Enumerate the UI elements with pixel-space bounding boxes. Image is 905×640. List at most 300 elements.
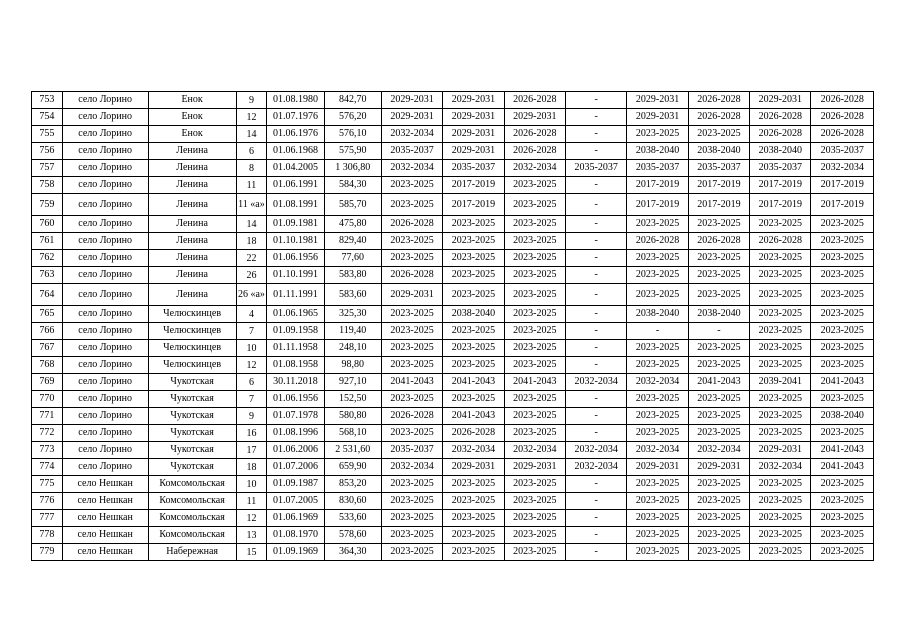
period-cell-4: - — [565, 143, 626, 160]
settlement-cell: село Лорино — [62, 425, 148, 442]
period-cell-6: 2026-2028 — [688, 92, 749, 109]
period-cell-5: 2038-2040 — [627, 306, 688, 323]
commissioning-date-cell: 01.06.1956 — [267, 391, 324, 408]
street-cell: Челюскинцев — [148, 323, 236, 340]
street-cell: Чукотская — [148, 374, 236, 391]
row-number-cell: 755 — [32, 126, 63, 143]
period-cell-4: - — [565, 216, 626, 233]
period-cell-1: 2023-2025 — [381, 425, 442, 442]
period-cell-4: - — [565, 92, 626, 109]
commissioning-date-cell: 01.10.1981 — [267, 233, 324, 250]
period-cell-5: 2023-2025 — [627, 357, 688, 374]
period-cell-8: 2023-2025 — [811, 544, 874, 561]
house-number-cell: 18 — [236, 233, 267, 250]
street-cell: Комсомольская — [148, 493, 236, 510]
settlement-cell: село Лорино — [62, 306, 148, 323]
period-cell-4: - — [565, 250, 626, 267]
period-cell-3: 2023-2025 — [504, 284, 565, 306]
period-cell-5: 2023-2025 — [627, 267, 688, 284]
area-cell: 583,80 — [324, 267, 381, 284]
table-row — [32, 216, 874, 233]
table-row — [32, 143, 874, 160]
period-cell-8: 2032-2034 — [811, 160, 874, 177]
period-cell-1: 2023-2025 — [381, 177, 442, 194]
street-cell: Чукотская — [148, 391, 236, 408]
street-cell: Комсомольская — [148, 527, 236, 544]
area-cell: 568,10 — [324, 425, 381, 442]
period-cell-6: 2023-2025 — [688, 544, 749, 561]
house-number-cell: 8 — [236, 160, 267, 177]
row-number-cell: 756 — [32, 143, 63, 160]
row-number-cell: 770 — [32, 391, 63, 408]
period-cell-2: 2041-2043 — [443, 408, 504, 425]
house-number-cell: 22 — [236, 250, 267, 267]
period-cell-4: - — [565, 527, 626, 544]
period-cell-6: 2023-2025 — [688, 357, 749, 374]
period-cell-6: 2041-2043 — [688, 374, 749, 391]
period-cell-7: 2023-2025 — [750, 544, 811, 561]
period-cell-6: 2023-2025 — [688, 216, 749, 233]
table-body — [32, 92, 874, 561]
period-cell-4: - — [565, 544, 626, 561]
period-cell-2: 2023-2025 — [443, 323, 504, 340]
period-cell-3: 2023-2025 — [504, 177, 565, 194]
period-cell-7: 2023-2025 — [750, 357, 811, 374]
period-cell-2: 2023-2025 — [443, 391, 504, 408]
commissioning-date-cell: 01.09.1987 — [267, 476, 324, 493]
table-row — [32, 340, 874, 357]
period-cell-7: 2023-2025 — [750, 510, 811, 527]
period-cell-6: 2023-2025 — [688, 476, 749, 493]
table-row — [32, 357, 874, 374]
house-number-cell: 9 — [236, 92, 267, 109]
period-cell-2: 2026-2028 — [443, 425, 504, 442]
period-cell-4: - — [565, 177, 626, 194]
house-number-cell: 10 — [236, 340, 267, 357]
commissioning-date-cell: 01.06.1968 — [267, 143, 324, 160]
period-cell-5: 2017-2019 — [627, 194, 688, 216]
period-cell-3: 2026-2028 — [504, 143, 565, 160]
period-cell-5: 2017-2019 — [627, 177, 688, 194]
period-cell-1: 2023-2025 — [381, 306, 442, 323]
period-cell-6: 2023-2025 — [688, 267, 749, 284]
table-row — [32, 284, 874, 306]
table-row — [32, 194, 874, 216]
house-number-cell: 11 «а» — [236, 194, 267, 216]
area-cell: 583,60 — [324, 284, 381, 306]
period-cell-7: 2023-2025 — [750, 391, 811, 408]
period-cell-6: 2035-2037 — [688, 160, 749, 177]
period-cell-2: 2023-2025 — [443, 510, 504, 527]
period-cell-5: 2023-2025 — [627, 216, 688, 233]
table-row — [32, 250, 874, 267]
period-cell-1: 2023-2025 — [381, 194, 442, 216]
street-cell: Ленина — [148, 194, 236, 216]
period-cell-2: 2023-2025 — [443, 493, 504, 510]
period-cell-4: - — [565, 194, 626, 216]
row-number-cell: 754 — [32, 109, 63, 126]
area-cell: 575,90 — [324, 143, 381, 160]
period-cell-3: 2023-2025 — [504, 425, 565, 442]
settlement-cell: село Лорино — [62, 340, 148, 357]
period-cell-7: 2039-2041 — [750, 374, 811, 391]
row-number-cell: 775 — [32, 476, 63, 493]
period-cell-8: 2023-2025 — [811, 510, 874, 527]
period-cell-3: 2023-2025 — [504, 267, 565, 284]
period-cell-4: 2032-2034 — [565, 374, 626, 391]
period-cell-1: 2029-2031 — [381, 109, 442, 126]
period-cell-3: 2023-2025 — [504, 476, 565, 493]
row-number-cell: 774 — [32, 459, 63, 476]
house-number-cell: 11 — [236, 177, 267, 194]
area-cell: 364,30 — [324, 544, 381, 561]
street-cell: Енок — [148, 109, 236, 126]
period-cell-2: 2029-2031 — [443, 143, 504, 160]
row-number-cell: 762 — [32, 250, 63, 267]
period-cell-2: 2029-2031 — [443, 92, 504, 109]
period-cell-7: 2023-2025 — [750, 527, 811, 544]
commissioning-date-cell: 01.07.2005 — [267, 493, 324, 510]
period-cell-6: 2023-2025 — [688, 391, 749, 408]
period-cell-4: - — [565, 267, 626, 284]
period-cell-2: 2023-2025 — [443, 233, 504, 250]
period-cell-3: 2023-2025 — [504, 306, 565, 323]
settlement-cell: село Нешкан — [62, 527, 148, 544]
settlement-cell: село Лорино — [62, 391, 148, 408]
period-cell-8: 2026-2028 — [811, 92, 874, 109]
period-cell-8: 2023-2025 — [811, 527, 874, 544]
street-cell: Комсомольская — [148, 476, 236, 493]
period-cell-8: 2041-2043 — [811, 459, 874, 476]
period-cell-4: - — [565, 323, 626, 340]
house-number-cell: 14 — [236, 216, 267, 233]
area-cell: 98,80 — [324, 357, 381, 374]
commissioning-date-cell: 01.04.2005 — [267, 160, 324, 177]
area-cell: 853,20 — [324, 476, 381, 493]
period-cell-8: 2023-2025 — [811, 250, 874, 267]
house-number-cell: 7 — [236, 323, 267, 340]
period-cell-5: 2029-2031 — [627, 459, 688, 476]
table-row — [32, 425, 874, 442]
street-cell: Ленина — [148, 233, 236, 250]
period-cell-2: 2017-2019 — [443, 177, 504, 194]
period-cell-4: - — [565, 109, 626, 126]
street-cell: Енок — [148, 92, 236, 109]
period-cell-4: 2035-2037 — [565, 160, 626, 177]
row-number-cell: 758 — [32, 177, 63, 194]
commissioning-date-cell: 01.06.1965 — [267, 306, 324, 323]
row-number-cell: 753 — [32, 92, 63, 109]
period-cell-2: 2023-2025 — [443, 527, 504, 544]
commissioning-date-cell: 01.08.1970 — [267, 527, 324, 544]
period-cell-5: 2023-2025 — [627, 126, 688, 143]
period-cell-3: 2023-2025 — [504, 216, 565, 233]
table-row — [32, 391, 874, 408]
area-cell: 533,60 — [324, 510, 381, 527]
period-cell-8: 2026-2028 — [811, 109, 874, 126]
commissioning-date-cell: 01.09.1981 — [267, 216, 324, 233]
period-cell-7: 2023-2025 — [750, 284, 811, 306]
period-cell-4: - — [565, 510, 626, 527]
period-cell-7: 2029-2031 — [750, 442, 811, 459]
row-number-cell: 771 — [32, 408, 63, 425]
period-cell-3: 2029-2031 — [504, 109, 565, 126]
period-cell-3: 2041-2043 — [504, 374, 565, 391]
commissioning-date-cell: 01.06.1956 — [267, 250, 324, 267]
period-cell-7: 2023-2025 — [750, 323, 811, 340]
house-number-cell: 9 — [236, 408, 267, 425]
period-cell-1: 2041-2043 — [381, 374, 442, 391]
period-cell-8: 2023-2025 — [811, 391, 874, 408]
period-cell-8: 2023-2025 — [811, 216, 874, 233]
row-number-cell: 767 — [32, 340, 63, 357]
commissioning-date-cell: 01.10.1991 — [267, 267, 324, 284]
period-cell-3: 2023-2025 — [504, 233, 565, 250]
street-cell: Ленина — [148, 250, 236, 267]
period-cell-5: 2023-2025 — [627, 527, 688, 544]
period-cell-8: 2041-2043 — [811, 442, 874, 459]
period-cell-3: 2026-2028 — [504, 92, 565, 109]
period-cell-4: - — [565, 391, 626, 408]
table-row — [32, 408, 874, 425]
row-number-cell: 779 — [32, 544, 63, 561]
period-cell-6: 2023-2025 — [688, 408, 749, 425]
house-number-cell: 15 — [236, 544, 267, 561]
table-row — [32, 267, 874, 284]
settlement-cell: село Лорино — [62, 160, 148, 177]
street-cell: Чукотская — [148, 459, 236, 476]
period-cell-6: 2023-2025 — [688, 527, 749, 544]
period-cell-3: 2023-2025 — [504, 527, 565, 544]
period-cell-3: 2032-2034 — [504, 160, 565, 177]
house-number-cell: 4 — [236, 306, 267, 323]
street-cell: Чукотская — [148, 408, 236, 425]
settlement-cell: село Лорино — [62, 284, 148, 306]
period-cell-7: 2035-2037 — [750, 160, 811, 177]
area-cell: 119,40 — [324, 323, 381, 340]
period-cell-8: 2035-2037 — [811, 143, 874, 160]
period-cell-4: - — [565, 233, 626, 250]
house-number-cell: 13 — [236, 527, 267, 544]
period-cell-8: 2023-2025 — [811, 425, 874, 442]
period-cell-2: 2032-2034 — [443, 442, 504, 459]
period-cell-7: 2032-2034 — [750, 459, 811, 476]
settlement-cell: село Лорино — [62, 126, 148, 143]
commissioning-date-cell: 30.11.2018 — [267, 374, 324, 391]
row-number-cell: 765 — [32, 306, 63, 323]
period-cell-3: 2023-2025 — [504, 194, 565, 216]
settlement-cell: село Нешкан — [62, 544, 148, 561]
period-cell-1: 2032-2034 — [381, 459, 442, 476]
settlement-cell: село Лорино — [62, 194, 148, 216]
commissioning-date-cell: 01.07.2006 — [267, 459, 324, 476]
row-number-cell: 773 — [32, 442, 63, 459]
house-number-cell: 12 — [236, 357, 267, 374]
table-row — [32, 374, 874, 391]
table-row — [32, 527, 874, 544]
table-row — [32, 323, 874, 340]
period-cell-1: 2026-2028 — [381, 267, 442, 284]
house-number-cell: 12 — [236, 109, 267, 126]
row-number-cell: 763 — [32, 267, 63, 284]
period-cell-1: 2023-2025 — [381, 233, 442, 250]
period-cell-6: 2029-2031 — [688, 459, 749, 476]
area-cell: 2 531,60 — [324, 442, 381, 459]
period-cell-8: 2023-2025 — [811, 357, 874, 374]
row-number-cell: 769 — [32, 374, 63, 391]
settlement-cell: село Лорино — [62, 267, 148, 284]
period-cell-5: 2032-2034 — [627, 442, 688, 459]
period-cell-7: 2026-2028 — [750, 233, 811, 250]
period-cell-7: 2023-2025 — [750, 408, 811, 425]
table-row — [32, 442, 874, 459]
period-cell-2: 2023-2025 — [443, 357, 504, 374]
period-cell-2: 2035-2037 — [443, 160, 504, 177]
street-cell: Чукотская — [148, 425, 236, 442]
period-cell-6: 2023-2025 — [688, 126, 749, 143]
row-number-cell: 772 — [32, 425, 63, 442]
period-cell-3: 2029-2031 — [504, 459, 565, 476]
period-cell-5: 2023-2025 — [627, 391, 688, 408]
house-number-cell: 14 — [236, 126, 267, 143]
period-cell-6: 2017-2019 — [688, 194, 749, 216]
street-cell: Ленина — [148, 216, 236, 233]
period-cell-7: 2023-2025 — [750, 306, 811, 323]
period-cell-3: 2026-2028 — [504, 126, 565, 143]
street-cell: Чукотская — [148, 442, 236, 459]
period-cell-6: 2023-2025 — [688, 250, 749, 267]
street-cell: Ленина — [148, 267, 236, 284]
period-cell-5: 2023-2025 — [627, 408, 688, 425]
period-cell-7: 2026-2028 — [750, 126, 811, 143]
period-cell-7: 2023-2025 — [750, 476, 811, 493]
row-number-cell: 768 — [32, 357, 63, 374]
period-cell-3: 2023-2025 — [504, 408, 565, 425]
period-cell-1: 2029-2031 — [381, 284, 442, 306]
period-cell-7: 2023-2025 — [750, 425, 811, 442]
house-number-cell: 10 — [236, 476, 267, 493]
period-cell-1: 2026-2028 — [381, 408, 442, 425]
row-number-cell: 764 — [32, 284, 63, 306]
area-cell: 830,60 — [324, 493, 381, 510]
period-cell-1: 2023-2025 — [381, 391, 442, 408]
period-cell-7: 2023-2025 — [750, 340, 811, 357]
period-cell-1: 2023-2025 — [381, 357, 442, 374]
street-cell: Ленина — [148, 284, 236, 306]
table-row — [32, 160, 874, 177]
period-cell-2: 2023-2025 — [443, 216, 504, 233]
settlement-cell: село Лорино — [62, 442, 148, 459]
table-row — [32, 510, 874, 527]
table-row — [32, 109, 874, 126]
settlement-cell: село Лорино — [62, 177, 148, 194]
period-cell-2: 2029-2031 — [443, 109, 504, 126]
settlement-cell: село Лорино — [62, 109, 148, 126]
row-number-cell: 760 — [32, 216, 63, 233]
period-cell-2: 2023-2025 — [443, 544, 504, 561]
house-number-cell: 26 «а» — [236, 284, 267, 306]
house-number-cell: 11 — [236, 493, 267, 510]
period-cell-5: 2038-2040 — [627, 143, 688, 160]
row-number-cell: 757 — [32, 160, 63, 177]
house-number-cell: 18 — [236, 459, 267, 476]
row-number-cell: 778 — [32, 527, 63, 544]
table-row — [32, 233, 874, 250]
area-cell: 842,70 — [324, 92, 381, 109]
period-cell-3: 2023-2025 — [504, 250, 565, 267]
period-cell-3: 2023-2025 — [504, 493, 565, 510]
area-cell: 578,60 — [324, 527, 381, 544]
period-cell-7: 2017-2019 — [750, 177, 811, 194]
commissioning-date-cell: 01.06.1991 — [267, 177, 324, 194]
period-cell-2: 2038-2040 — [443, 306, 504, 323]
period-cell-1: 2035-2037 — [381, 143, 442, 160]
area-cell: 576,20 — [324, 109, 381, 126]
period-cell-7: 2023-2025 — [750, 267, 811, 284]
settlement-cell: село Лорино — [62, 374, 148, 391]
table-row — [32, 544, 874, 561]
commissioning-date-cell: 01.08.1991 — [267, 194, 324, 216]
period-cell-7: 2023-2025 — [750, 493, 811, 510]
commissioning-date-cell: 01.11.1958 — [267, 340, 324, 357]
period-cell-4: - — [565, 357, 626, 374]
period-cell-8: 2023-2025 — [811, 493, 874, 510]
settlement-cell: село Нешкан — [62, 493, 148, 510]
street-cell: Ленина — [148, 177, 236, 194]
area-cell: 659,90 — [324, 459, 381, 476]
area-cell: 584,30 — [324, 177, 381, 194]
period-cell-4: - — [565, 126, 626, 143]
row-number-cell: 761 — [32, 233, 63, 250]
period-cell-6: 2026-2028 — [688, 109, 749, 126]
period-cell-6: 2038-2040 — [688, 306, 749, 323]
period-cell-1: 2023-2025 — [381, 323, 442, 340]
period-cell-8: 2023-2025 — [811, 267, 874, 284]
period-cell-5: 2035-2037 — [627, 160, 688, 177]
street-cell: Ленина — [148, 143, 236, 160]
period-cell-1: 2023-2025 — [381, 510, 442, 527]
row-number-cell: 777 — [32, 510, 63, 527]
commissioning-date-cell: 01.07.1976 — [267, 109, 324, 126]
period-cell-1: 2026-2028 — [381, 216, 442, 233]
house-number-cell: 12 — [236, 510, 267, 527]
period-cell-8: 2023-2025 — [811, 306, 874, 323]
period-cell-8: 2023-2025 — [811, 476, 874, 493]
period-cell-1: 2023-2025 — [381, 544, 442, 561]
period-cell-2: 2023-2025 — [443, 340, 504, 357]
period-cell-2: 2023-2025 — [443, 250, 504, 267]
period-cell-6: 2023-2025 — [688, 284, 749, 306]
area-cell: 580,80 — [324, 408, 381, 425]
period-cell-5: 2023-2025 — [627, 284, 688, 306]
street-cell: Челюскинцев — [148, 306, 236, 323]
period-cell-2: 2029-2031 — [443, 126, 504, 143]
period-cell-3: 2023-2025 — [504, 323, 565, 340]
area-cell: 1 306,80 — [324, 160, 381, 177]
period-cell-8: 2017-2019 — [811, 194, 874, 216]
schedule-table — [31, 91, 874, 561]
commissioning-date-cell: 01.07.1978 — [267, 408, 324, 425]
period-cell-2: 2023-2025 — [443, 267, 504, 284]
house-number-cell: 6 — [236, 374, 267, 391]
period-cell-8: 2023-2025 — [811, 233, 874, 250]
settlement-cell: село Лорино — [62, 357, 148, 374]
area-cell: 77,60 — [324, 250, 381, 267]
street-cell: Челюскинцев — [148, 357, 236, 374]
period-cell-5: 2023-2025 — [627, 250, 688, 267]
period-cell-4: - — [565, 425, 626, 442]
commissioning-date-cell: 01.06.1969 — [267, 510, 324, 527]
